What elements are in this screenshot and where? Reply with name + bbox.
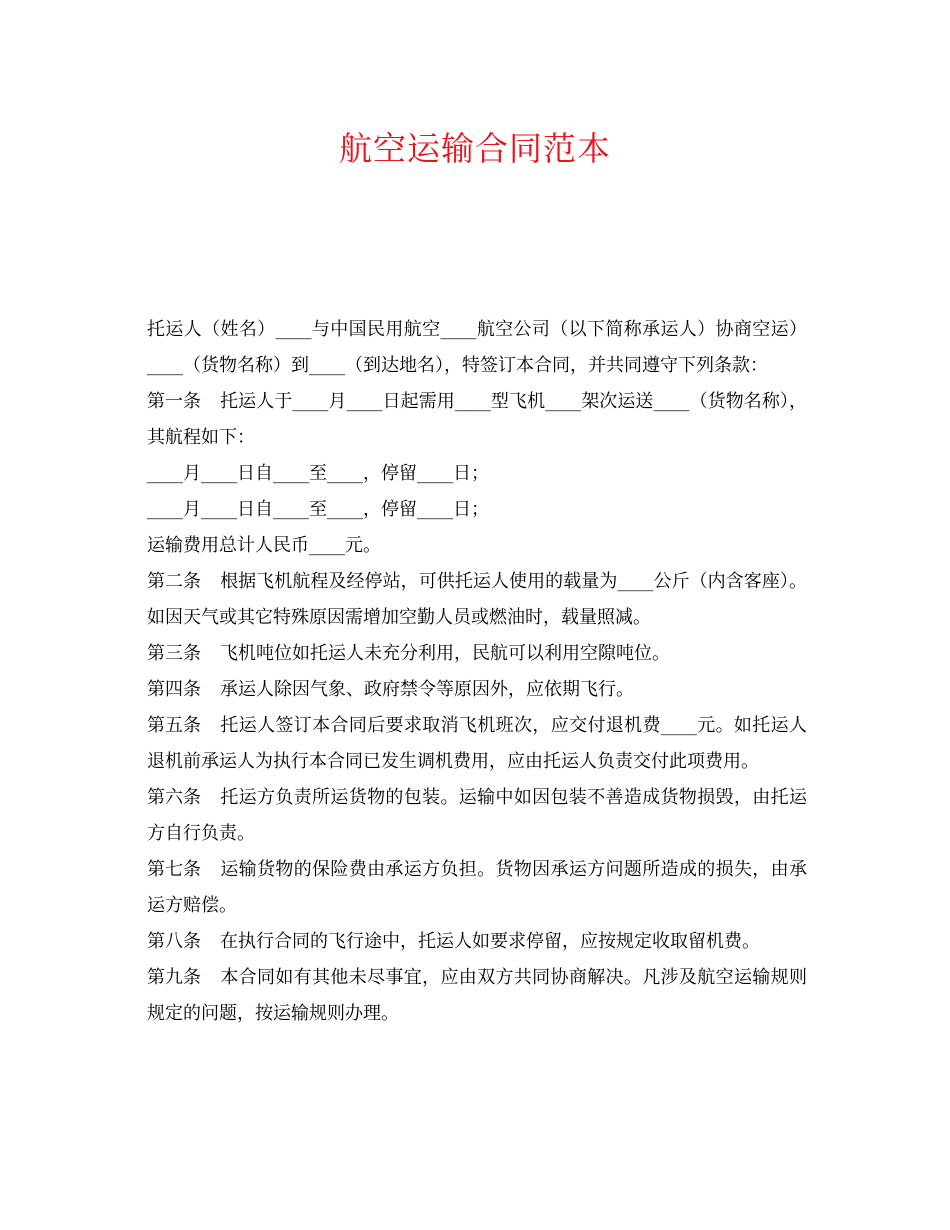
article-text: 在执行合同的飞行途中，托运人如要求停留，应按规定收取留机费。 bbox=[220, 931, 760, 952]
article-4 bbox=[147, 672, 807, 708]
article-number: 第七条 bbox=[147, 859, 201, 880]
total-fee-line bbox=[147, 528, 807, 564]
itinerary-line-2 bbox=[147, 492, 807, 528]
article-2 bbox=[147, 564, 807, 636]
itinerary-line-1 bbox=[147, 456, 807, 492]
contract-body bbox=[147, 312, 807, 1032]
article-7 bbox=[147, 852, 807, 924]
intro-paragraph: 托运人（姓名）____与中国民用航空____航空公司（以下简称承运人）协商空运）____（货物名称）到____（到达地名），特签订本合同，并共同遵守下列条款： bbox=[147, 319, 807, 376]
article-5 bbox=[147, 708, 807, 780]
article-8 bbox=[147, 924, 807, 960]
article-number: 第二条 bbox=[147, 571, 201, 592]
article-6 bbox=[147, 780, 807, 852]
article-text: 托运方负责所运货物的包装。运输中如因包装不善造成货物损毁，由托运方自行负责。 bbox=[147, 787, 807, 844]
article-number: 第一条 bbox=[147, 391, 201, 412]
article-text: 飞机吨位如托运人未充分利用，民航可以利用空隙吨位。 bbox=[220, 643, 670, 664]
article-1 bbox=[147, 384, 807, 456]
article-3 bbox=[147, 636, 807, 672]
article-number: 第八条 bbox=[147, 931, 201, 952]
article-text: 本合同如有其他未尽事宜，应由双方共同协商解决。凡涉及航空运输规则规定的问题，按运输规则办理。 bbox=[147, 967, 807, 1024]
document-title: 航空运输合同范本 bbox=[339, 129, 611, 168]
article-number: 第六条 bbox=[147, 787, 201, 808]
article-number: 第五条 bbox=[147, 715, 201, 736]
article-number: 第三条 bbox=[147, 643, 201, 664]
article-9 bbox=[147, 960, 807, 1032]
article-text: 承运人除因气象、政府禁令等原因外，应依期飞行。 bbox=[220, 679, 634, 700]
article-text: 托运人于____月____日起需用____型飞机____架次运送____（货物名称），其航程如下： bbox=[147, 391, 807, 448]
article-text: 托运人签订本合同后要求取消飞机班次，应交付退机费____元。如托运人退机前承运人为执行本合同已发生调机费用，应由托运人负责交付此项费用。 bbox=[147, 715, 807, 772]
article-text: 运输货物的保险费由承运方负担。货物因承运方问题所造成的损失，由承运方赔偿。 bbox=[147, 859, 807, 916]
article-number: 第四条 bbox=[147, 679, 201, 700]
article-text: ____月____日自____至____，停留____日； bbox=[147, 463, 489, 484]
article-text: 运输费用总计人民币____元。 bbox=[147, 535, 381, 556]
article-text: ____月____日自____至____，停留____日； bbox=[147, 499, 489, 520]
article-number: 第九条 bbox=[147, 967, 201, 988]
article-text: 根据飞机航程及经停站，可供托运人使用的载量为____公斤（内含客座）。如因天气或其它特殊原因需增加空勤人员或燃油时，载量照减。 bbox=[147, 571, 807, 628]
